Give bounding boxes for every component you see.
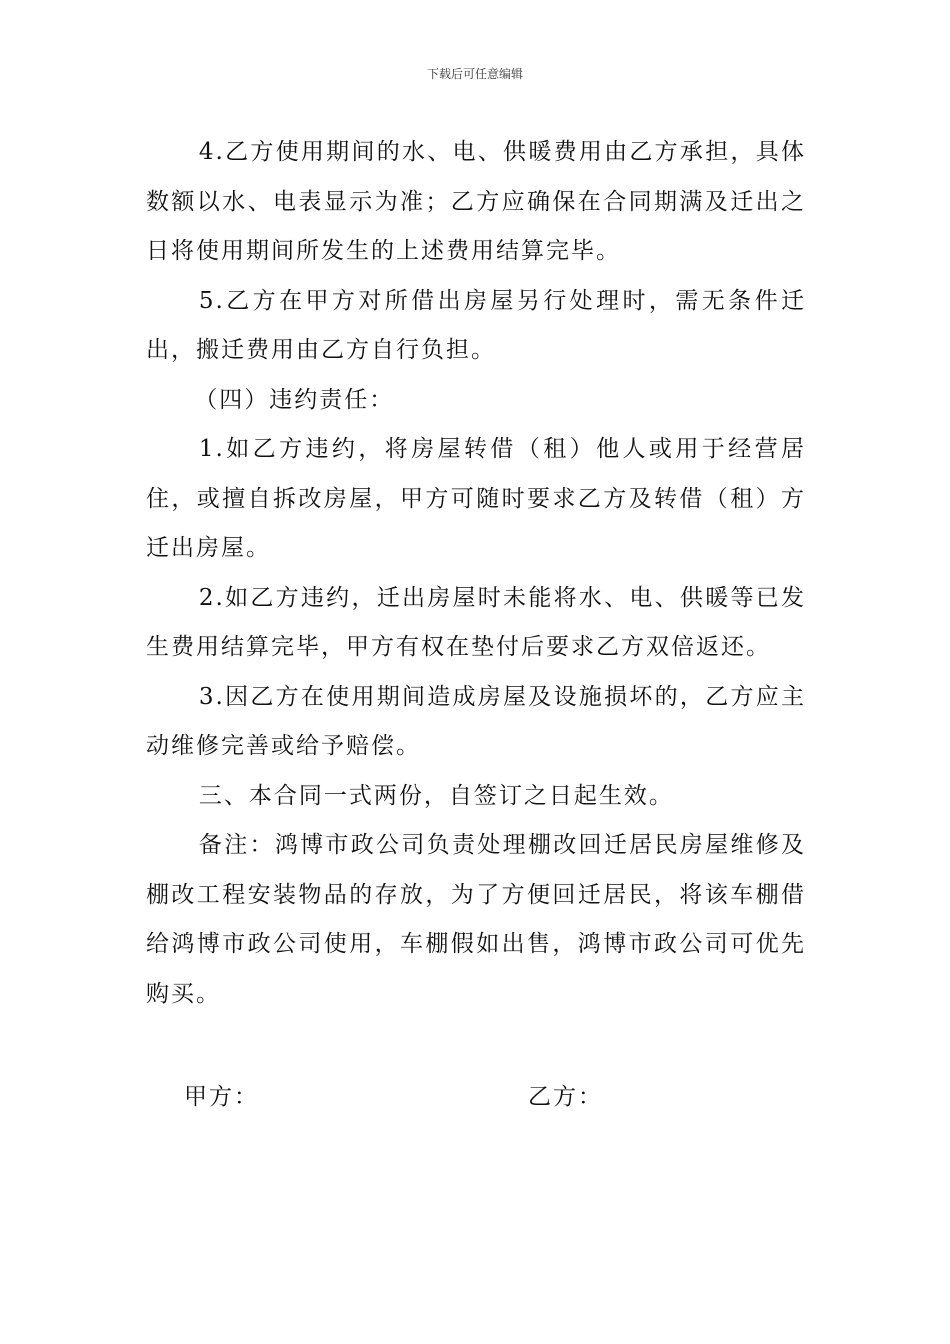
page-header-note: 下载后可任意编辑: [426, 67, 523, 81]
remarks-paragraph: 备注：鸿博市政公司负责处理棚改回迁居民房屋维修及棚改工程安装物品的存放，为了方便回迁居民，将该车棚借给鸿博市政公司使用，车棚假如出售，鸿博市政公司可优先购买。: [146, 832, 806, 1007]
clause-5-relocation: 5.乙方在甲方对所借出房屋另行处理时，需无条件迁出，搬迁费用由乙方自行负担。: [146, 287, 806, 363]
clause-4-utilities: 4.乙方使用期间的水、电、供暖费用由乙方承担，具体数额以水、电表显示为准；乙方应确保在合同期满及迁出之日将使用期间所发生的上述费用结算完毕。: [146, 139, 806, 264]
party-b-signature-label: 乙方：: [528, 1084, 603, 1110]
section-heading-breach: （四）违约责任：: [194, 386, 395, 413]
breach-clause-3: 3.因乙方在使用期间造成房屋及设施损坏的，乙方应主动维修完善或给予赔偿。: [146, 683, 806, 759]
section-three-effectiveness: 三、本合同一式两份，自签订之日起生效。: [198, 782, 674, 809]
breach-clause-2: 2.如乙方违约，迁出房屋时未能将水、电、供暖等已发生费用结算完毕，甲方有权在垫付后要求乙方双倍返还。: [146, 584, 806, 660]
contract-body: [146, 128, 806, 1019]
breach-clause-1: 1.如乙方违约，将房屋转借（租）他人或用于经营居住，或擅自拆改房屋，甲方可随时要求乙方及转借（租）方迁出房屋。: [146, 436, 806, 561]
party-a-signature-label: 甲方：: [184, 1084, 259, 1110]
